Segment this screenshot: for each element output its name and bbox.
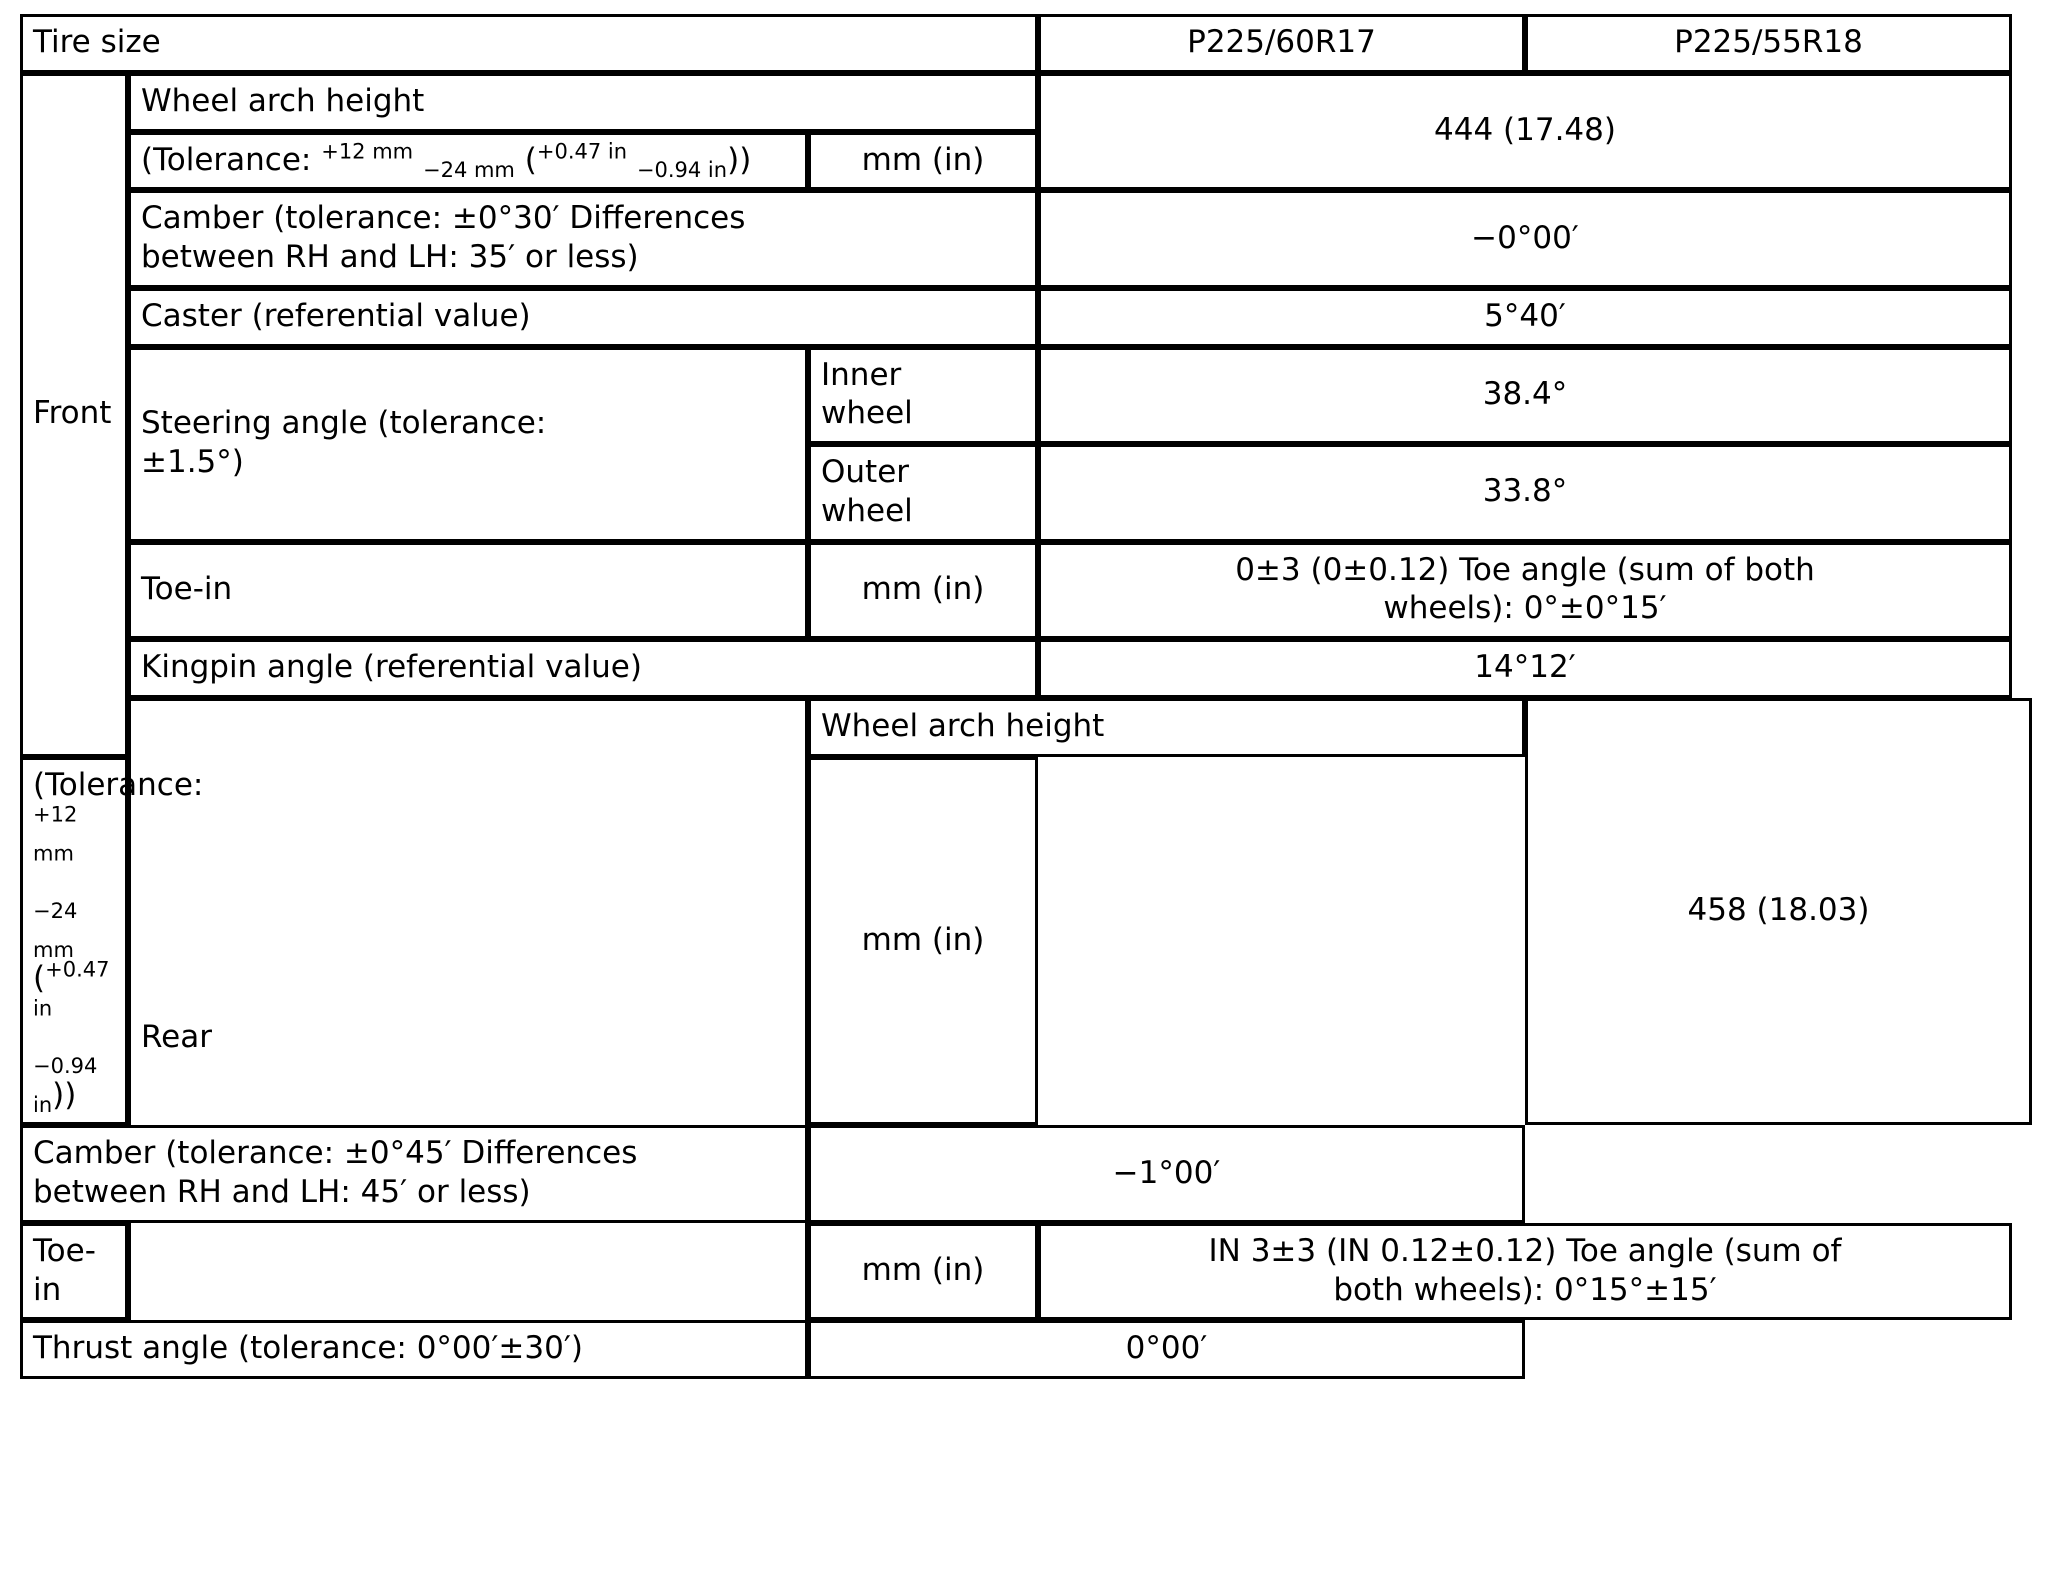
- tolerance-sub-in: −0.94 in: [33, 1053, 98, 1117]
- table-header-row: [20, 14, 2032, 73]
- header-column-2: P225/55R18: [1525, 14, 2012, 73]
- front-toe-in-value: [1038, 542, 2012, 640]
- table-row: [20, 639, 2032, 698]
- rear-camber-label: [20, 1125, 808, 1223]
- front-toe-in-value-line1: 0±3 (0±0.12) Toe angle (sum of both: [1235, 551, 1815, 588]
- table-row: [20, 73, 2032, 132]
- inner-wheel-line2: wheel: [821, 395, 913, 432]
- tolerance-prefix: (Tolerance:: [141, 141, 322, 178]
- rear-camber-label-line1: Camber (tolerance: ±0°45′ Differences: [33, 1135, 638, 1172]
- header-column-1: P225/60R17: [1038, 14, 1525, 73]
- front-steering-inner-wheel-value: 38.4°: [1038, 347, 2012, 445]
- table-row: [20, 1125, 2032, 1223]
- rear-camber-label-line2: between RH and LH: 45′ or less): [33, 1174, 531, 1210]
- front-kingpin-angle-value: 14°12′: [1038, 639, 2012, 698]
- front-steering-outer-wheel-value: 33.8°: [1038, 444, 2012, 542]
- outer-wheel-line1: Outer: [821, 454, 910, 490]
- front-steering-inner-wheel-label: [808, 347, 1038, 445]
- rear-toe-in-label: Toe-in: [20, 1223, 128, 1321]
- front-toe-in-label: Toe-in: [128, 542, 808, 640]
- front-caster-value: 5°40′: [1038, 288, 2012, 347]
- alignment-spec-table: [20, 14, 2032, 1379]
- rear-thrust-angle-value: 0°00′: [808, 1320, 1525, 1379]
- front-toe-in-unit: mm (in): [808, 542, 1038, 640]
- rear-toe-in-value-line1: IN 3±3 (IN 0.12±0.12) Toe angle (sum of: [1208, 1232, 1842, 1269]
- table-row: [20, 698, 2032, 757]
- tolerance-sup-in: +0.47 in: [536, 139, 628, 164]
- front-wheel-arch-tolerance: [128, 132, 808, 191]
- table-row: [20, 542, 2032, 640]
- section-label-rear: Rear: [128, 698, 808, 1379]
- inner-wheel-line1: Inner: [821, 356, 902, 393]
- rear-thrust-angle-label: Thrust angle (tolerance: 0°00′±30′): [20, 1320, 808, 1379]
- front-camber-value: −0°00′: [1038, 190, 2012, 288]
- tolerance-sub-mm: −24 mm: [422, 157, 515, 182]
- tolerance-close: )): [727, 141, 752, 178]
- outer-wheel-line2: wheel: [821, 492, 913, 529]
- tolerance-sup-in: +0.47 in: [33, 957, 110, 1021]
- front-wheel-arch-height-value: 444 (17.48): [1038, 73, 2012, 191]
- tolerance-open-in: (: [524, 141, 537, 178]
- front-steering-angle-line2: ±1.5°): [141, 444, 244, 480]
- rear-wheel-arch-height-label: Wheel arch height: [808, 698, 1525, 757]
- front-wheel-arch-height-label: Wheel arch height: [128, 73, 1038, 132]
- front-steering-angle-label: [128, 347, 808, 542]
- tolerance-sup-mm: +12 mm: [33, 802, 78, 866]
- front-camber-label-line1: Camber (tolerance: ±0°30′ Differences: [141, 200, 746, 237]
- front-kingpin-angle-label: Kingpin angle (referential value): [128, 639, 1038, 698]
- table-row: [20, 1320, 2032, 1379]
- tolerance-close: )): [52, 1076, 77, 1113]
- table-row: [20, 190, 2032, 288]
- front-caster-label: Caster (referential value): [128, 288, 1038, 347]
- rear-toe-in-value-line2: both wheels): 0°15°±15′: [1333, 1271, 1717, 1308]
- table-row: [20, 347, 2032, 445]
- rear-wheel-arch-unit: mm (in): [808, 757, 1038, 1126]
- table-row: [20, 288, 2032, 347]
- front-toe-in-value-line2: wheels): 0°±0°15′: [1383, 590, 1667, 627]
- tolerance-open-in: (: [33, 960, 46, 997]
- tolerance-sub-mm: −24 mm: [33, 898, 78, 962]
- rear-camber-value: −1°00′: [808, 1125, 1525, 1223]
- tolerance-prefix: (Tolerance:: [33, 766, 204, 803]
- front-steering-angle-line1: Steering angle (tolerance:: [141, 405, 547, 442]
- rear-toe-in-value: [1038, 1223, 2012, 1321]
- tolerance-sub-in: −0.94 in: [636, 157, 728, 182]
- front-steering-outer-wheel-label: [808, 444, 1038, 542]
- rear-toe-in-unit: mm (in): [808, 1223, 1038, 1321]
- front-camber-label: [128, 190, 1038, 288]
- front-camber-label-line2: between RH and LH: 35′ or less): [141, 239, 639, 275]
- rear-wheel-arch-height-value: 458 (18.03): [1525, 698, 2032, 1126]
- front-wheel-arch-unit: mm (in): [808, 132, 1038, 191]
- section-label-front: Front: [20, 73, 128, 757]
- tolerance-sup-mm: +12 mm: [321, 139, 414, 164]
- header-tire-size-label: Tire size: [20, 14, 1038, 73]
